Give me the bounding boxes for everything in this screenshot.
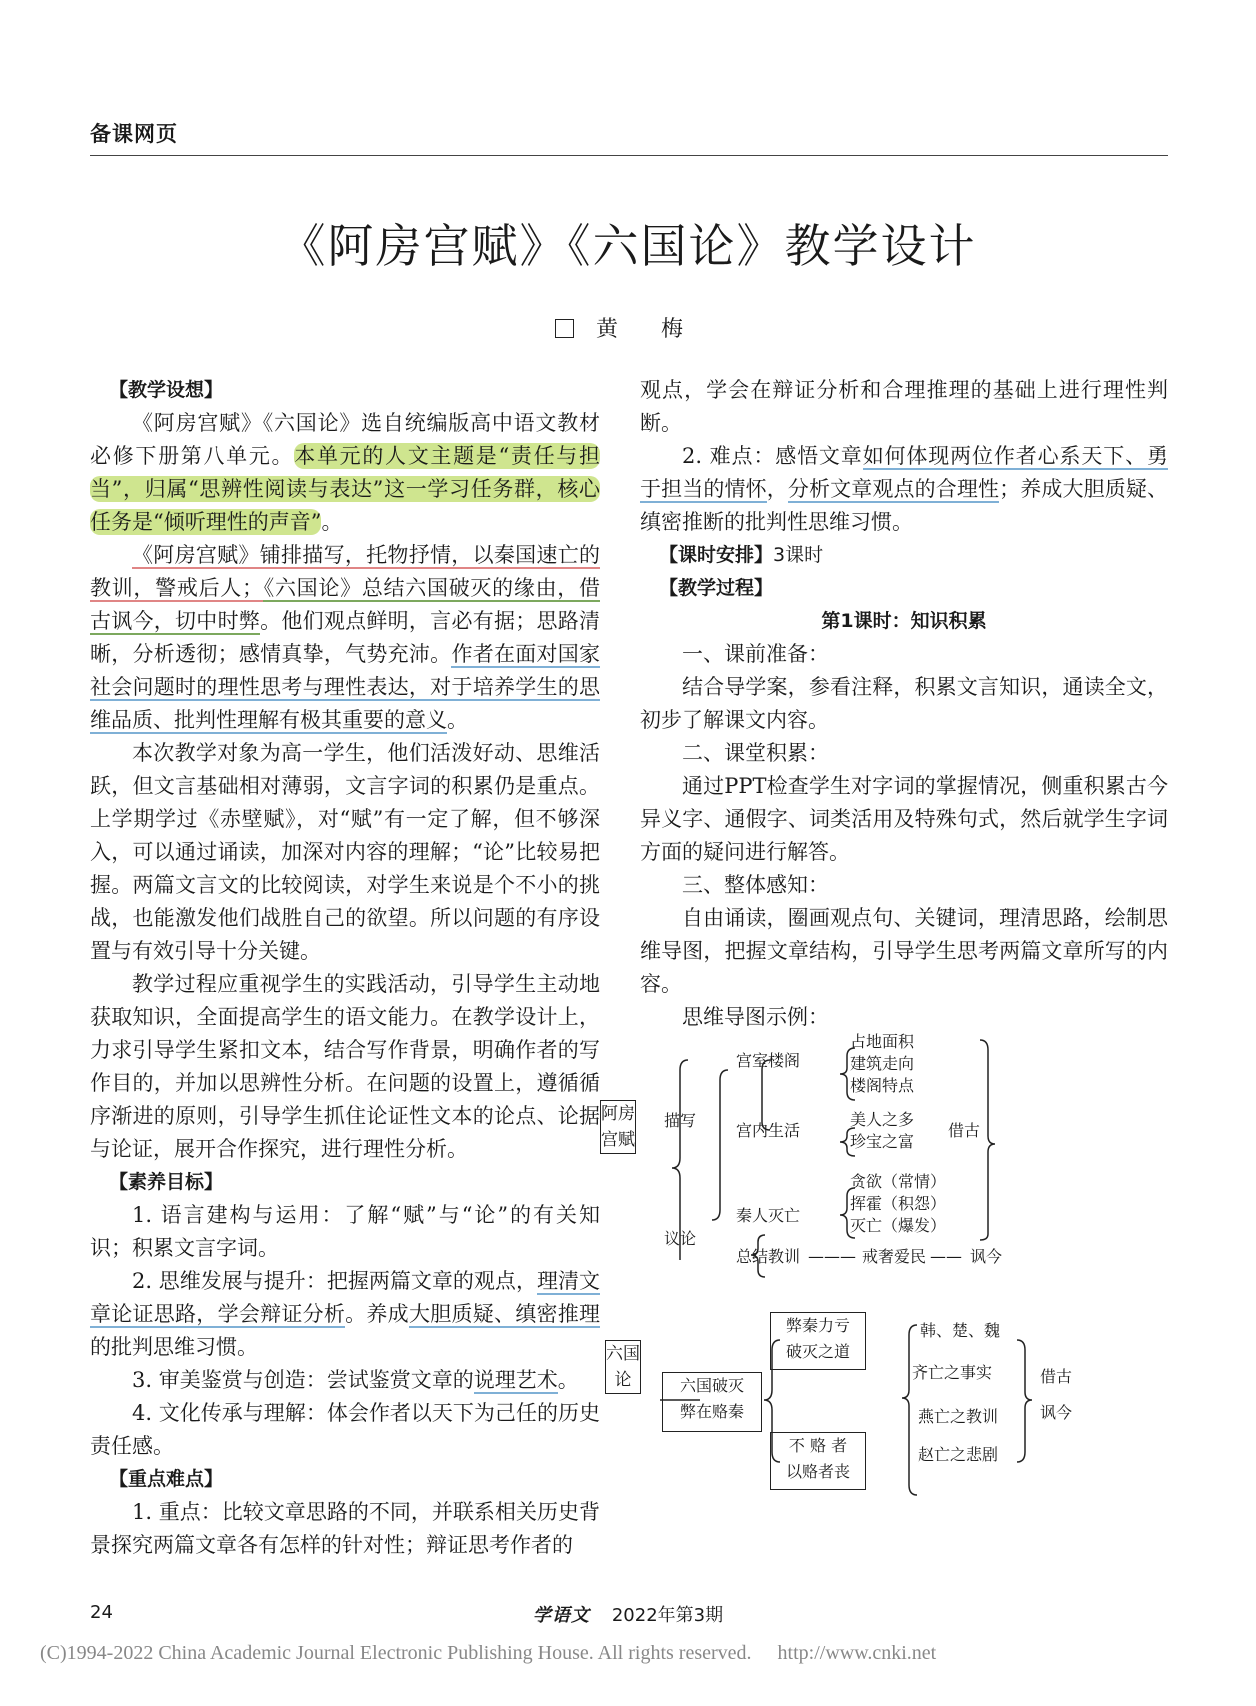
right-column [640, 374, 1168, 1034]
goal-1: 1. 语言建构与运用：了解“赋”与“论”的有关知识；积累文言字词。 [90, 1203, 600, 1260]
result-borrow-past: 借古 [948, 1121, 981, 1140]
mindmap-liuguo [606, 1316, 1160, 1520]
item-treasures: 珍宝之富 [850, 1132, 915, 1151]
bottom-box: 不 赂 者 以赂者丧 [770, 1432, 866, 1490]
item-greed: 贪欲（常情） [850, 1172, 947, 1191]
sub-qin-fall: 秦人灭亡 [736, 1206, 801, 1225]
item-collapse: 灭亡（爆发） [850, 1216, 947, 1235]
item-frugal: 戒奢爱民 [862, 1247, 927, 1266]
highlight-theme: 本单元的人文主题是“责任与担当”，归属“思辨性阅读与表达”这一学习任务群，核心任务是“倾听理性的声音” [90, 444, 600, 534]
schedule-line: 【课时安排】3课时 [659, 544, 824, 566]
goal-4: 4. 文化传承与理解：体会作者以天下为己任的历史责任感。 [90, 1401, 600, 1458]
result-satirize-present-2: 讽今 [1040, 1403, 1073, 1422]
section-heading-goals: 【素养目标】 [109, 1171, 224, 1193]
dash-line: ——— [808, 1247, 856, 1266]
step-3-text: 自由诵读，圈画观点句、关键词，理清思路，绘制思维导图，把握文章结构，引导学生思考两篇文章所写的内容。 [640, 906, 1168, 996]
mindmap-root-afanggong: 阿房宫赋 [600, 1100, 636, 1154]
result-borrow-past-2: 借古 [1040, 1367, 1073, 1386]
item-han-chu-wei: 韩、楚、魏 [920, 1321, 1001, 1340]
branch-argue: 议论 [664, 1229, 697, 1248]
underline-red: 《阿房宫赋》铺排描写，托物抒情，以秦国速亡的教训，警戒后人； [90, 543, 600, 600]
dash-line: —— [930, 1247, 962, 1266]
page-number: 24 [90, 1602, 113, 1623]
result-satirize-present: 讽今 [970, 1247, 1003, 1266]
sub-life: 宫内生活 [736, 1121, 801, 1140]
article-title: 《阿房宫赋》《六国论》教学设计 [279, 219, 977, 273]
step-3-title: 三、整体感知： [682, 873, 829, 897]
item-beauties: 美人之多 [850, 1110, 915, 1129]
paragraph-intro: 《阿房宫赋》《六国论》选自统编版高中语文教材必修下册第八单元。本单元的人文主题是“责任与担当”，归属“思辨性阅读与表达”这一学习任务群，核心任务是“倾听理性的声音”。 [90, 411, 600, 534]
step-1-text: 结合导学案，参看注释，积累文言知识，通读全文，初步了解课文内容。 [640, 675, 1168, 732]
left-column [90, 374, 600, 1562]
item-direction: 建筑走向 [850, 1054, 915, 1073]
underline-green: 《六国论》总结六国破灭的缘由，借古讽今，切中时弊 [90, 576, 601, 633]
step-1-title: 一、课前准备： [682, 642, 829, 666]
sub-lesson: 总结教训 [736, 1247, 801, 1266]
lesson-1-title: 第1课时：知识积累 [821, 610, 987, 632]
section-label: 备课网页 [90, 122, 178, 146]
copyright-text: (C)1994-2022 China Academic Journal Electronic Publishing House. All rights reserved. [40, 1642, 752, 1664]
underline-blue: 作者在面对国家社会问题时的理性思考与理性表达，对于培养学生的思维品质、批判性理解有极其重要的意义 [90, 642, 601, 732]
section-heading-design: 【教学设想】 [109, 379, 224, 401]
item-qi: 齐亡之事实 [912, 1363, 993, 1382]
journal-info [0, 1601, 1256, 1627]
author-line [0, 312, 1256, 343]
paragraph-process: 教学过程应重视学生的实践活动，引导学生主动地获取知识，全面提高学生的语文能力。在教学设计上，力求引导学生紧扣文本，结合写作背景，明确作者的写作目的，并加以思辨性分析。在问题的设置上，遵循循序渐进的原则，引导学生抓住论证性文本的论点、论据与论证，展开合作探究，进行理性分析。 [90, 972, 600, 1161]
focus-1: 1. 重点：比较文章思路的不同，并联系相关历史背景探究两篇文章各有怎样的针对性；辩证思考作者的 [90, 1500, 600, 1557]
section-heading-focus: 【重点难点】 [109, 1468, 224, 1490]
item-yan: 燕亡之教训 [918, 1407, 999, 1426]
author-name: 黄 梅 [596, 317, 701, 342]
author-box-icon [555, 319, 574, 338]
header-divider [90, 155, 1168, 156]
focus-2: 2. 难点：感悟文章如何体现两位作者心系天下、勇于担当的情怀，分析文章观点的合理性；养成大胆质疑、缜密推断的批判性思维习惯。 [640, 444, 1169, 534]
underline-blue: 分析文章观点的合理性 [787, 477, 1000, 501]
mindmap-label: 思维导图示例： [682, 1005, 829, 1029]
item-waste: 挥霍（积怨） [850, 1194, 947, 1213]
focus-1-continued: 观点，学会在辩证分析和合理推理的基础上进行理性判断。 [640, 378, 1168, 435]
source-url: http://www.cnki.net [777, 1642, 937, 1664]
goal-3: 3. 审美鉴赏与创造：尝试鉴赏文章的说理艺术。 [132, 1368, 579, 1392]
step-2-title: 二、课堂积累： [682, 741, 829, 765]
underline-blue: 大胆质疑、缜密推理 [408, 1302, 601, 1326]
item-area: 占地面积 [850, 1032, 915, 1051]
goal-2: 2. 思维发展与提升：把握两篇文章的观点，理清文章论证思路，学会辩证分析。养成大胆质疑、缜密推理的批判思维习惯。 [90, 1269, 601, 1359]
step-2-text: 通过PPT检查学生对字词的掌握情况，侧重积累古今异义字、通假字、词类活用及特殊句式，然后就学生字词方面的疑问进行解答。 [640, 774, 1168, 864]
top-box: 弊秦力亏 破灭之道 [770, 1312, 866, 1370]
section-heading-process: 【教学过程】 [659, 577, 774, 599]
copyright-line [40, 1642, 936, 1665]
underline-blue: 说理艺术 [473, 1368, 558, 1392]
sub-palace: 宫室楼阁 [736, 1051, 801, 1070]
underline-blue: 如何体现两位作者心系天下、勇于担当的情怀 [640, 444, 1169, 501]
item-pavilion: 楼阁特点 [850, 1076, 915, 1095]
journal-name: 学语文 [532, 1605, 590, 1626]
mindmap-root-liuguo: 六国论 [605, 1340, 641, 1394]
paragraph-texts: 《阿房宫赋》铺排描写，托物抒情，以秦国速亡的教训，警戒后人；《六国论》总结六国破灭的缘由，借古讽今，切中时弊。他们观点鲜明，言必有据；思路清晰，分析透彻；感情真挚，气势充沛。作者在面对国家社会问题时的理性思考与理性表达，对于培养学生的思维品质、批判性理解有极其重要的意义。 [90, 543, 601, 732]
branch-describe: 描写 [664, 1111, 697, 1130]
journal-issue: 2022年第3期 [611, 1605, 724, 1626]
item-zhao: 赵亡之悲剧 [918, 1445, 999, 1464]
paragraph-students: 本次教学对象为高一学生，他们活泼好动、思维活跃，但文言基础相对薄弱，文言字词的积累仍是重点。上学期学过《赤壁赋》，对“赋”有一定了解，但不够深入，可以通过诵读，加深对内容的理解；“论”比较易把握。两篇文言文的比较阅读，对学生来说是个不小的挑战，也能激发他们战胜自己的欲望。所以问题的有序设置与有效引导十分关键。 [90, 741, 600, 963]
mindmap-afanggong [601, 1030, 1160, 1300]
underline-blue: 理清文章论证思路，学会辩证分析 [90, 1269, 600, 1326]
center-box: 六国破灭 弊在赂秦 [662, 1372, 762, 1432]
